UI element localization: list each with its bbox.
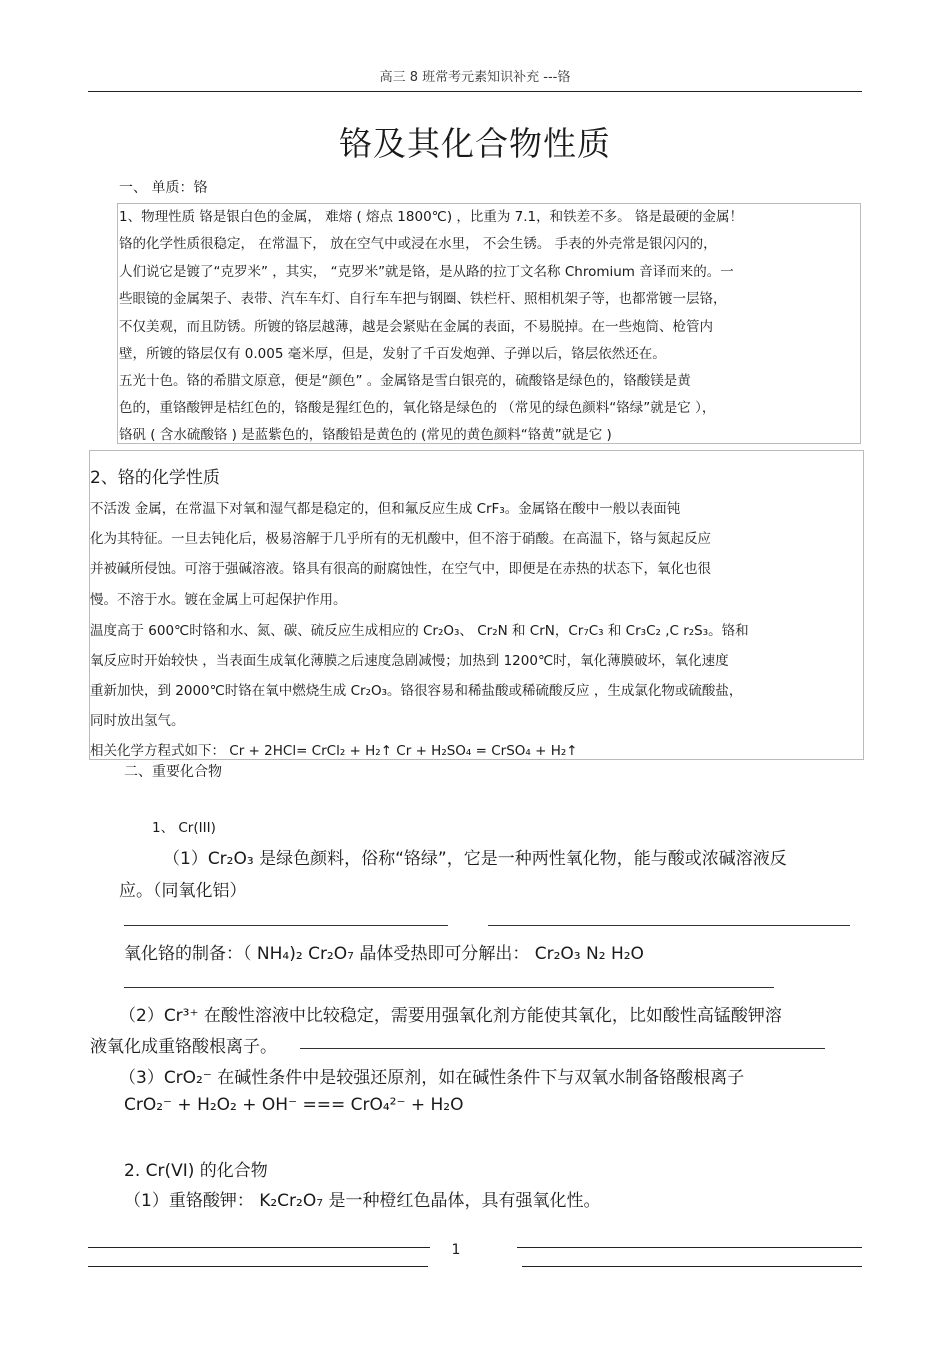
physical-line-2: 铬的化学性质很稳定， 在常温下， 放在空气中或浸在水里， 不会生锈。 手表的外壳常是银闪闪的，: [119, 236, 717, 252]
chemical-line-2: 化为其特征。一旦去钝化后，极易溶解于几乎所有的无机酸中，但不溶于硝酸。在高温下，铬与氮起反应: [90, 531, 711, 547]
chemical-line-1: 不活泼 金属，在常温下对氧和湿气都是稳定的，但和氟反应生成 CrF₃。金属铬在酸中一般以表面钝: [90, 501, 681, 517]
cro2-equation: CrO₂⁻ + H₂O₂ + OH⁻ === CrO₄²⁻ + H₂O: [124, 1095, 464, 1115]
physical-line-1: 1、物理性质 铬是银白色的金属， 难熔 ( 熔点 1800℃) ，比重为 7.1，和铁差不多。 铬是最硬的金属！: [119, 209, 743, 225]
answer-blank-2: [488, 925, 850, 926]
cr3-ion-line-2: 液氧化成重铬酸根离子。: [90, 1037, 277, 1057]
section-1-heading: 一、 单质：铬: [119, 180, 208, 196]
chemical-line-8: 同时放出氢气。: [90, 713, 185, 729]
footer-rule-right-2: [522, 1266, 862, 1267]
cro2-line-1: （3）CrO₂⁻ 在碱性条件中是较强还原剂，如在碱性条件下与双氧水制备铬酸根离子: [119, 1068, 745, 1088]
section-2-heading: 2、铬的化学性质: [90, 468, 220, 488]
section-3-heading: 二、重要化合物: [124, 764, 222, 780]
subsection-cr6: 2. Cr(VI) 的化合物: [124, 1161, 268, 1181]
physical-line-9: 铬矾 ( 含水硫酸铬 ) 是蓝紫色的，铬酸铅是黄色的 (常见的黄色颜料“铬黄”就是它 ): [119, 427, 612, 443]
cr2o3-preparation: 氧化铬的制备：（ NH₄)₂ Cr₂O₇ 晶体受热即可分解出： Cr₂O₃ N₂ H₂O: [124, 944, 644, 964]
k2cr2o7-line: （1）重铬酸钾： K₂Cr₂O₇ 是一种橙红色晶体，具有强氧化性。: [124, 1191, 601, 1211]
page-header: 高三 8 班常考元素知识补充 ---铬: [379, 70, 571, 85]
answer-blank-4: [300, 1048, 825, 1049]
physical-line-3: 人们说它是镀了“克罗米” ，其实， “克罗米”就是铬，是从路的拉丁文名称 Chromium 音译而来的。一: [119, 264, 734, 280]
cr2o3-line-1: （1）Cr₂O₃ 是绿色颜料，俗称“铬绿”，它是一种两性氧化物，能与酸或浓碱溶液反: [163, 849, 787, 869]
chemical-equations: 相关化学方程式如下： Cr + 2HCl= CrCl₂ + H₂↑ Cr + H₂SO₄ = CrSO₄ + H₂↑: [90, 743, 578, 759]
cr2o3-line-2: 应。（同氧化铝）: [119, 881, 247, 901]
footer-rule-left-2: [88, 1266, 428, 1267]
chemical-line-7: 重新加快，到 2000℃时铬在氧中燃烧生成 Cr₂O₃。铬很容易和稀盐酸或稀硫酸反应 ，生成氯化物或硫酸盐，: [90, 683, 743, 699]
subsection-cr3: 1、 Cr(III): [152, 820, 216, 836]
answer-blank-1: [124, 925, 448, 926]
cr3-ion-line-1: （2）Cr³⁺ 在酸性溶液中比较稳定，需要用强氧化剂方能使其氧化，比如酸性高锰酸钾溶: [119, 1006, 782, 1026]
answer-blank-3: [124, 987, 774, 988]
document-title: 铬及其化合物性质: [339, 124, 611, 163]
physical-line-5: 不仅美观，而且防锈。所镀的铬层越薄，越是会紧贴在金属的表面，不易脱掉。在一些炮筒、枪管内: [119, 319, 713, 335]
physical-line-6: 壁，所镀的铬层仅有 0.005 毫米厚，但是，发射了千百发炮弹、子弹以后，铬层依然还在。: [119, 346, 666, 362]
physical-line-8: 色的，重铬酸钾是桔红色的，铬酸是猩红色的，氧化铬是绿色的 （常见的绿色颜料“铬绿”就是它 ），: [119, 400, 716, 416]
chemical-line-6: 氧反应时开始较快 ，当表面生成氧化薄膜之后速度急剧减慢；加热到 1200℃时，氧化薄膜破坏，氧化速度: [90, 653, 729, 669]
page-number: 1: [451, 1242, 461, 1258]
physical-line-4: 些眼镜的金属架子、表带、汽车车灯、自行车车把与钢圈、铁栏杆、照相机架子等，也都常镀一层铬，: [119, 291, 727, 307]
chemical-line-4: 慢。不溶于水。镀在金属上可起保护作用。: [90, 592, 347, 608]
chemical-line-5: 温度高于 600℃时铬和水、氮、碳、硫反应生成相应的 Cr₂O₃、 Cr₂N 和 CrN，Cr₇C₃ 和 Cr₃C₂ ,C r₂S₃。铬和: [90, 623, 749, 639]
physical-line-7: 五光十色。铬的希腊文原意，便是“颜色” 。金属铬是雪白银亮的，硫酸铬是绿色的，铬酸镁是黄: [119, 373, 691, 389]
chemical-line-3: 并被碱所侵蚀。可溶于强碱溶液。铬具有很高的耐腐蚀性，在空气中，即便是在赤热的状态下，氧化也很: [90, 561, 711, 577]
header-rule: [88, 91, 862, 92]
